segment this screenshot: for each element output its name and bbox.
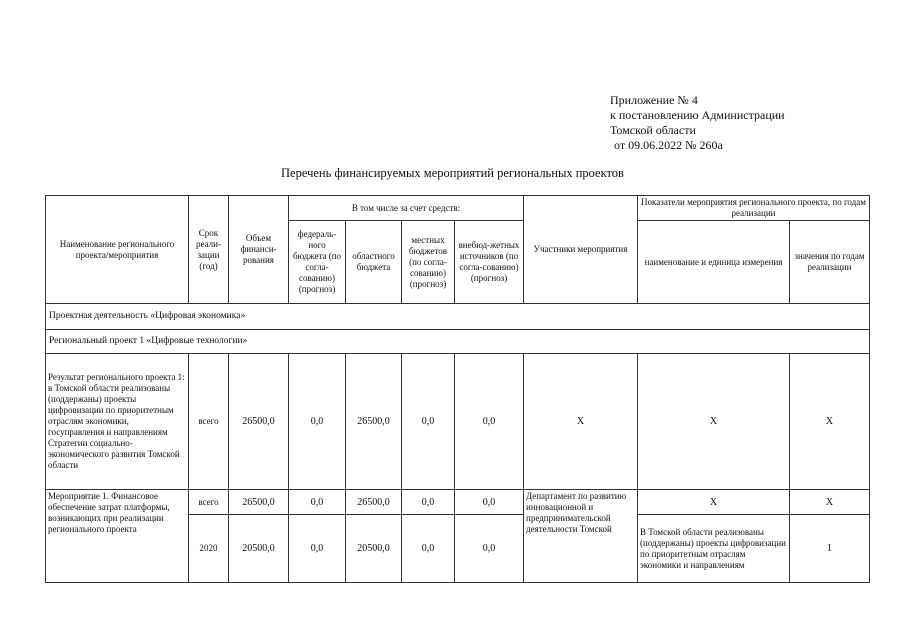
measure-2020-regional: 20500,0: [346, 515, 402, 583]
appendix-block: [610, 93, 785, 153]
measure-2020-volume: 20500,0: [229, 515, 289, 583]
table-row: [46, 354, 870, 490]
measure-participants: Департамент по развитию инновационной и предпринимательской деятельности Томской: [524, 490, 638, 583]
appendix-line: Томской области: [610, 123, 696, 137]
financing-table: [45, 195, 870, 583]
section-row: [46, 304, 870, 330]
header-ind-values: значения по годам реализации: [790, 221, 870, 304]
result-regional: 26500,0: [346, 354, 402, 490]
measure-2020-local: 0,0: [402, 515, 455, 583]
result-extra: 0,0: [455, 354, 524, 490]
appendix-line: от 09.06.2022 № 260а: [614, 138, 723, 152]
result-participants: Х: [524, 354, 638, 490]
appendix-line: Приложение № 4: [610, 93, 698, 107]
measure-total-volume: 26500,0: [229, 490, 289, 515]
result-volume: 26500,0: [229, 354, 289, 490]
header-incl: В том числе за счет средств:: [289, 196, 524, 221]
section-project: Проектная деятельность «Цифровая экономика»: [46, 304, 870, 330]
header-participants: Участники мероприятия: [524, 196, 638, 304]
measure-total-ind-values: Х: [790, 490, 870, 515]
header-row: [46, 196, 870, 221]
header-extra: внебюд-жетных источников (по согла-сованию) (прогноз): [455, 221, 524, 304]
appendix-line: к постановлению Администрации: [610, 108, 785, 122]
header-indicators: Показатели мероприятия регионального проекта, по годам реализации: [638, 196, 870, 221]
result-name: Результат регионального проекта 1: в Томской области реализованы (поддержаны) проекты цифровизации по приоритетным отраслям экономики, госуправления и направлениям Стратегии социально-экономического развития Томской области: [46, 354, 189, 490]
result-local: 0,0: [402, 354, 455, 490]
document-title: Перечень финансируемых мероприятий региональных проектов: [281, 166, 624, 180]
measure-2020-ind-name: В Томской области реализованы (поддержаны) проекты цифровизации по приоритетным отраслям экономики и направлениям: [638, 515, 790, 583]
header-term: Срок реали-зации (год): [189, 196, 229, 304]
header-ind-name: наименование и единица измерения: [638, 221, 790, 304]
header-regional: областного бюджета: [346, 221, 402, 304]
result-term: всего: [189, 354, 229, 490]
measure-2020-extra: 0,0: [455, 515, 524, 583]
result-ind-name: Х: [638, 354, 790, 490]
measure-name: Мероприятие 1. Финансовое обеспечение затрат платформы, возникающих при реализации регионального проекта: [46, 490, 189, 583]
measure-2020-ind-values: 1: [790, 515, 870, 583]
measure-2020-term: 2020: [189, 515, 229, 583]
result-federal: 0,0: [289, 354, 346, 490]
measure-2020-federal: 0,0: [289, 515, 346, 583]
result-ind-values: Х: [790, 354, 870, 490]
table-row: [46, 490, 870, 515]
measure-total-local: 0,0: [402, 490, 455, 515]
section-regional: Региональный проект 1 «Цифровые технологии»: [46, 330, 870, 354]
measure-total-federal: 0,0: [289, 490, 346, 515]
measure-total-regional: 26500,0: [346, 490, 402, 515]
header-name: Наименование регионального проекта/мероприятия: [46, 196, 189, 304]
section-row: [46, 330, 870, 354]
measure-total-term: всего: [189, 490, 229, 515]
header-local: местных бюджетов (по согла-сованию) (прогноз): [402, 221, 455, 304]
header-federal: федераль-ного бюджета (по согла-сованию) (прогноз): [289, 221, 346, 304]
header-volume: Объем финанси-рования: [229, 196, 289, 304]
measure-total-ind-name: Х: [638, 490, 790, 515]
measure-total-extra: 0,0: [455, 490, 524, 515]
